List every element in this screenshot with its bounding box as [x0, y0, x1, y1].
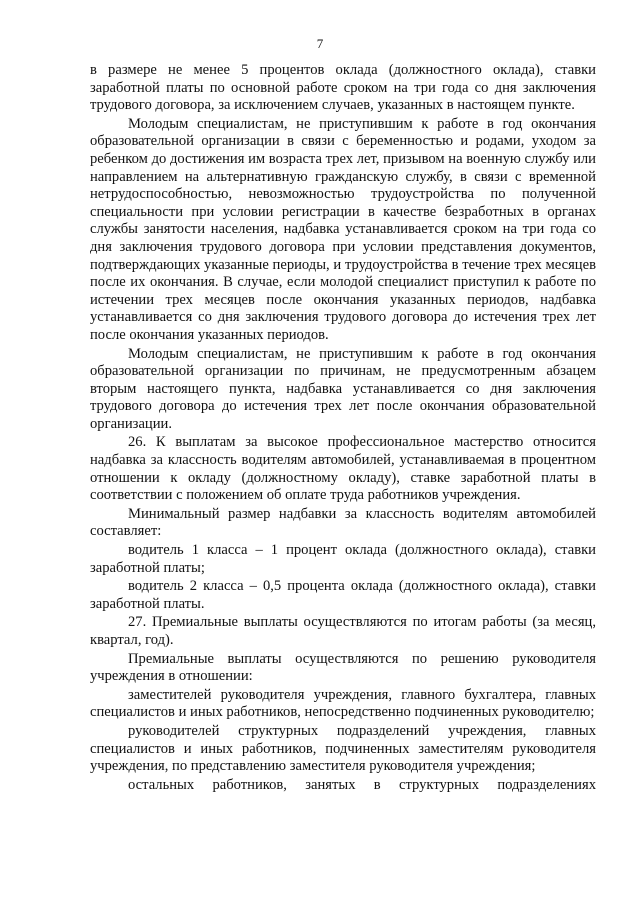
paragraph: водитель 2 класса – 0,5 процента оклада (должностного оклада), ставки заработной платы.: [90, 578, 596, 612]
paragraph: Молодым специалистам, не приступившим к работе в год окончания образовательной организации в связи с беременностью и родами, уходом за ребенком до достижения им возраста трех лет, призывом на военную службу или направлением на альтернативную гражданскую службу, в связи с временной нетрудоспособностью, невозможностью трудоустройства по полученной специальности при условии регистрации в качестве безработных в органах службы занятости населения, надбавка устанавливается сроком на три года со дня заключения трудового договора при условии представления документов, подтверждающих указанные периоды, и трудоустройства в течение трех месяцев после их окончания. В случае, если молодой специалист приступил к работе по истечении трех месяцев после окончания указанных периодов, надбавка устанавливается со дня заключения трудового договора до истечения трех лет после окончания указанных периодов.: [90, 115, 596, 343]
paragraph: в размере не менее 5 процентов оклада (должностного оклада), ставки заработной платы по основной работе сроком на три года со дня заключения трудового договора, за исключением случаев, указанных в настоящем пункте.: [90, 62, 596, 114]
paragraph: руководителей структурных подразделений учреждения, главных специалистов и иных работников, подчиненных заместителям руководителя учреждения, по представлению заместителя руководителя учреждения;: [90, 722, 596, 775]
paragraph: Минимальный размер надбавки за классность водителям автомобилей составляет:: [90, 505, 596, 540]
paragraph: остальных работников, занятых в структурных подразделениях: [128, 776, 596, 793]
paragraph: 26. К выплатам за высокое профессиональное мастерство относится надбавка за классность водителям автомобилей, устанавливаемая в процентном отношении к окладу (должностному окладу), ставке заработной платы в соответствии с положением об оплате труда работников учреждения.: [90, 434, 596, 504]
paragraph: водитель 1 класса – 1 процент оклада (должностного оклада), ставки заработной платы;: [90, 542, 596, 576]
paragraph: Молодым специалистам, не приступившим к работе в год окончания образовательной организации по причинам, не предусмотренным абзацем вторым настоящего пункта, надбавка устанавливается со дня заключения трудового договора до истечения трех лет после окончания образовательной организации.: [90, 345, 596, 432]
page-number: 7: [316, 36, 324, 51]
document-body: [90, 62, 596, 795]
paragraph: заместителей руководителя учреждения, главного бухгалтера, главных специалистов и иных работников, непосредственно подчиненных руководителю;: [90, 686, 596, 721]
paragraph: 27. Премиальные выплаты осуществляются по итогам работы (за месяц, квартал, год).: [90, 614, 596, 648]
paragraph: Премиальные выплаты осуществляются по решению руководителя учреждения в отношении:: [90, 650, 596, 685]
